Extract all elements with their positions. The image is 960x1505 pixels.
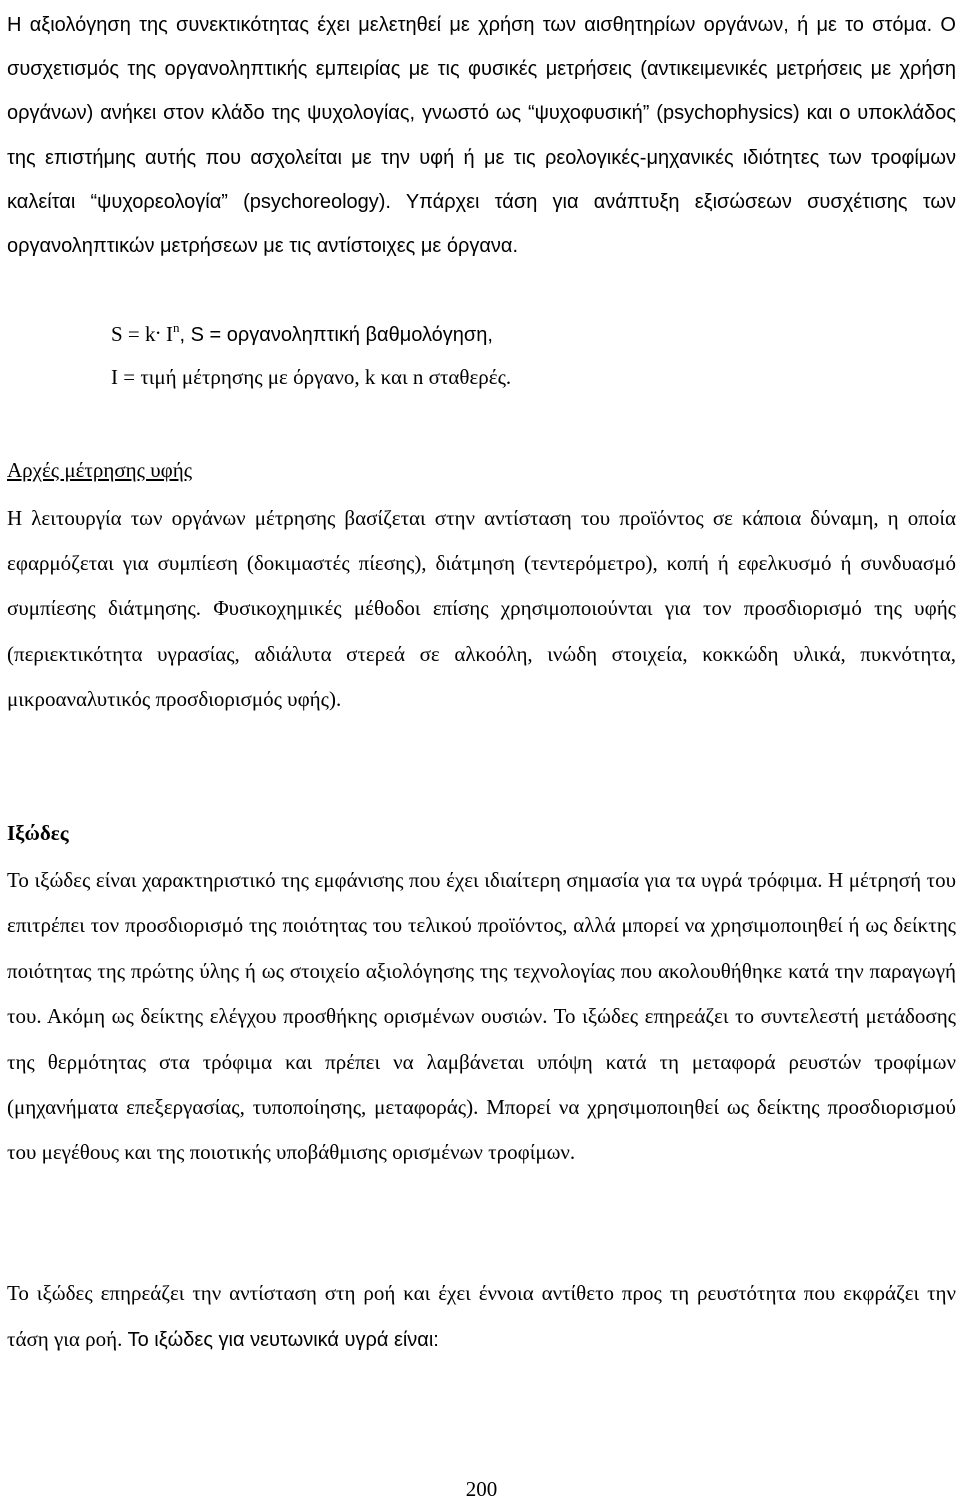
texture-paragraph (7, 496, 956, 722)
texture-sentence-2: Φυσικοχημικές μέθοδοι επίσης χρησιμοποιούνται για τον προσδιορισμό της υφής (περιεκτικότητα υγρασίας, αδιάλυτα στερεά σε αλκοόλη, ινώδη στοιχεία, κοκκώδη υλικά, πυκνότητα, μικροαναλυτικός προσδιορισμός υφής). (7, 596, 956, 711)
viscosity-sentence-2: Η μέτρησή του επιτρέπει τον προσδιορισμό της ποιότητας του τελικού προϊόντος, αλλά μπορεί να χρησιμοποιηθεί ή ως δείκτης ποιότητας της πρώτης ύλης ή ως στοιχείο αξιολόγησης της τεχνολογίας που ακολουθήθηκε κατά την παραγωγή του. Ακόμη ως δείκτης ελέγχου προσθήκης ορισμένων ουσιών. (7, 868, 956, 1029)
section-heading-texture-principles (7, 449, 192, 492)
viscosity-paragraph-1 (7, 858, 956, 1176)
viscosity-sentence-4: Μπορεί να χρησιμοποιηθεί ως δείκτης προσδιορισμού του μεγέθους και της ποιοτικής υποβάθμισης ορισμένων τροφίμων. (7, 1095, 956, 1165)
intro-paragraph (7, 3, 956, 268)
section-heading-text: Αρχές μέτρησης υφής (7, 458, 193, 482)
equation-line-2 (111, 356, 511, 399)
equation-line-1 (111, 313, 493, 357)
page-number: 200 (465, 1477, 498, 1501)
section-heading-viscosity (7, 812, 69, 855)
viscosity-sentence-3: Το ιξώδες επηρεάζει το συντελεστή μετάδοσης της θερμότητας στα τρόφιμα και πρέπει να λαμβάνεται υπόψη κατά τη μεταφορά ρευστών τροφίμων (μηχανήματα επεξεργασίας, τυποποίησης, μεταφοράς). (7, 1004, 956, 1120)
equation-definition: , S = οργανοληπτική βαθμολόγηση, (179, 324, 493, 346)
intro-sentence-2: Ο συσχετισμός της οργανοληπτικής εμπειρίας με τις φυσικές μετρήσεις (αντικειμενικές μετρήσεις με χρήση οργάνων) ανήκει στον κλάδο της ψυχολογίας, γνωστό ως “ψυχοφυσική” (psychophysics) και ο υποκλάδος της επιστήμης αυτής που ασχολείται με την υφή ή με τις ρεολογικές-μηχανικές ιδιότητες των τροφίμων καλείται “ψυχορεολογία” (psychoreology). (7, 14, 956, 213)
viscosity-sentence-1: Το ιξώδες είναι χαρακτηριστικό της εμφάνισης που έχει ιδιαίτερη σημασία για τα υγρά τρόφιμα. (7, 868, 823, 892)
viscosity-sentence-5: Το ιξώδες επηρεάζει την αντίσταση στη ροή και έχει έννοια αντίθετο προς τη ρευστότητα που εκφράζει την τάση για ροή. (7, 1281, 956, 1351)
viscosity-sentence-6: Το ιξώδες για νευτωνικά υγρά είναι: (122, 1329, 439, 1351)
equation-dot: . (155, 315, 161, 339)
viscosity-paragraph-2 (7, 1270, 956, 1363)
texture-sentence-1: Η λειτουργία των οργάνων μέτρησης βασίζεται στην αντίσταση του προϊόντος σε κάποια δύναμη, η οποία εφαρμόζεται για συμπίεση (δοκιμαστές πίεσης), διάτμηση (τεντερόμετρο), κοπή ή εφελκυσμό ή συνδυασμό συμπίεσης διάτμησης. (7, 506, 956, 621)
intro-sentence-1: Η αξιολόγηση της συνεκτικότητας έχει μελετηθεί με χρήση των αισθητηρίων οργάνων, ή με το στόμα. (7, 14, 933, 36)
section-heading-text: Ιξώδες (7, 821, 69, 845)
intro-sentence-3: Υπάρχει τάση για ανάπτυξη εξισώσεων συσχέτισης των οργανοληπτικών μετρήσεων με τις αντίστοιχες με όργανα. (7, 190, 956, 258)
equation-lhs: S = k (111, 322, 156, 346)
equation-variables-definition: I = τιμή μέτρησης με όργανο, k και n σταθερές. (111, 365, 512, 389)
equation-variable: I (160, 322, 174, 346)
equation-exponent: n (173, 320, 180, 335)
